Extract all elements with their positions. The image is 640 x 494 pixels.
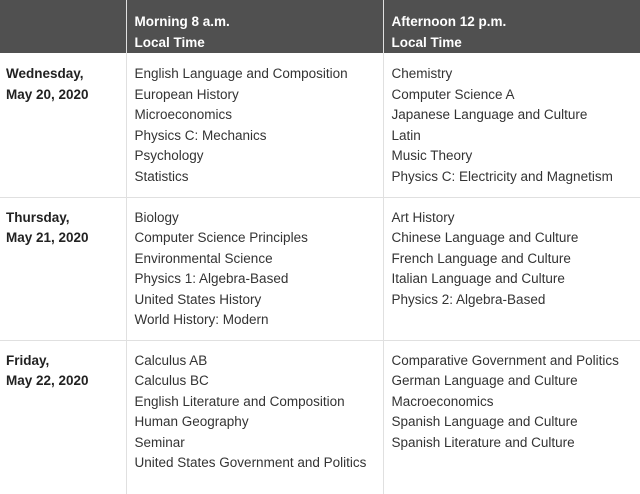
afternoon-cell bbox=[383, 53, 640, 197]
subject-item: Italian Language and Culture bbox=[391, 271, 565, 286]
morning-cell bbox=[126, 340, 383, 494]
subject-item: Art History bbox=[391, 209, 455, 225]
morning-subject-list bbox=[135, 351, 375, 474]
header-afternoon-cell bbox=[383, 0, 640, 53]
afternoon-subject-list bbox=[392, 64, 633, 187]
subject-item: European History bbox=[134, 86, 239, 102]
header-afternoon-zone: Local Time bbox=[391, 34, 462, 50]
table-row bbox=[0, 197, 640, 340]
subject-item: French Language and Culture bbox=[391, 250, 571, 266]
afternoon-cell bbox=[383, 340, 640, 494]
header-afternoon-time: Afternoon 12 p.m. bbox=[391, 14, 507, 29]
subject-item: Spanish Literature and Culture bbox=[391, 434, 575, 450]
header-morning-cell bbox=[126, 0, 383, 53]
subject-item: Spanish Language and Culture bbox=[391, 414, 578, 429]
morning-cell bbox=[126, 197, 383, 340]
day-date: May 21, 2020 bbox=[6, 230, 89, 245]
day-cell bbox=[0, 53, 126, 197]
header-morning-time: Morning 8 a.m. bbox=[134, 14, 230, 29]
table-header bbox=[0, 0, 640, 53]
day-date: May 20, 2020 bbox=[6, 86, 89, 102]
subject-item: Computer Science A bbox=[391, 86, 515, 102]
subject-item: Computer Science Principles bbox=[134, 230, 308, 245]
subject-item: Chinese Language and Culture bbox=[391, 230, 579, 245]
header-day-cell bbox=[0, 0, 126, 53]
header-row bbox=[0, 0, 640, 53]
table-body bbox=[0, 53, 640, 494]
subject-item: Japanese Language and Culture bbox=[391, 107, 588, 122]
subject-item: World History: Modern bbox=[134, 312, 269, 327]
subject-item: Microeconomics bbox=[134, 107, 233, 122]
day-weekday: Wednesday, bbox=[6, 66, 84, 81]
subject-item: Music Theory bbox=[391, 148, 473, 163]
subject-item: Seminar bbox=[134, 434, 185, 450]
subject-item: Comparative Government and Politics bbox=[391, 352, 619, 368]
day-date: May 22, 2020 bbox=[6, 373, 89, 388]
day-weekday: Friday, bbox=[6, 352, 50, 368]
subject-item: English Literature and Composition bbox=[134, 393, 345, 409]
afternoon-cell bbox=[383, 197, 640, 340]
subject-item: Calculus BC bbox=[134, 373, 209, 388]
subject-item: Psychology bbox=[134, 148, 204, 163]
afternoon-subject-list bbox=[392, 208, 633, 311]
afternoon-subject-list bbox=[392, 351, 633, 454]
subject-item: English Language and Composition bbox=[134, 66, 348, 81]
subject-item: German Language and Culture bbox=[391, 373, 578, 388]
subject-item: Statistics bbox=[134, 168, 189, 184]
header-morning-zone: Local Time bbox=[134, 34, 205, 50]
subject-item: Physics C: Mechanics bbox=[134, 127, 267, 143]
morning-subject-list bbox=[135, 208, 375, 331]
day-cell bbox=[0, 340, 126, 494]
subject-item: Macroeconomics bbox=[391, 393, 494, 409]
day-weekday: Thursday, bbox=[6, 209, 70, 225]
subject-item: Physics 2: Algebra-Based bbox=[391, 291, 546, 307]
day-cell bbox=[0, 197, 126, 340]
subject-item: United States Government and Politics bbox=[134, 455, 367, 470]
subject-item: Chemistry bbox=[391, 66, 453, 81]
subject-item: Environmental Science bbox=[134, 250, 273, 266]
subject-item: Physics 1: Algebra-Based bbox=[134, 271, 289, 286]
subject-item: United States History bbox=[134, 291, 262, 307]
morning-cell bbox=[126, 53, 383, 197]
subject-item: Calculus AB bbox=[134, 352, 208, 368]
subject-item: Human Geography bbox=[134, 414, 249, 429]
subject-item: Physics C: Electricity and Magnetism bbox=[391, 168, 613, 184]
table-row bbox=[0, 53, 640, 197]
subject-item: Biology bbox=[134, 209, 179, 225]
subject-item: Latin bbox=[391, 127, 421, 143]
table-row bbox=[0, 340, 640, 494]
morning-subject-list bbox=[135, 64, 375, 187]
